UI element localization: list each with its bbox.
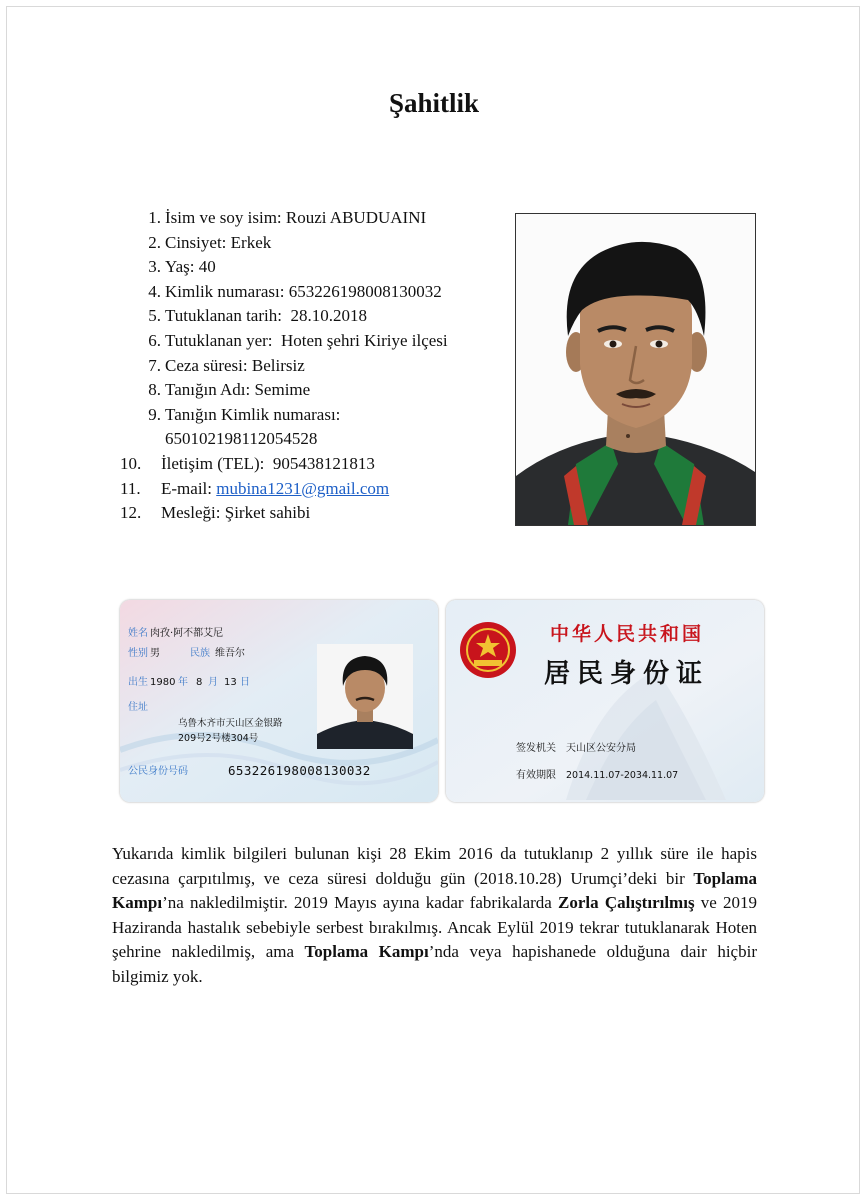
id-card-back <box>446 600 764 802</box>
personal-info-list <box>120 206 448 526</box>
address-line2: 209号2号楼304号 <box>178 733 259 744</box>
list-item <box>124 304 448 329</box>
item-text: Cinsiyet: Erkek <box>165 232 272 252</box>
email-link[interactable]: mubina1231@gmail.com <box>216 478 390 498</box>
id-card-front-graphic <box>120 600 438 802</box>
country-name: 中华人民共和国 <box>550 623 705 645</box>
list-item <box>124 255 448 280</box>
card-portrait <box>317 644 413 749</box>
list-item <box>120 501 448 526</box>
sex-label: 性别 <box>128 648 148 659</box>
item-number: 5. <box>148 306 161 326</box>
item-number: 12. <box>120 503 142 523</box>
id-card-back-graphic <box>446 600 764 802</box>
item-text: İletişim (TEL): 905438121813 <box>161 453 375 473</box>
birth-month: 8 <box>196 677 203 688</box>
item-number: 10. <box>120 453 142 473</box>
national-emblem-icon <box>460 622 516 678</box>
address-label: 住址 <box>128 702 148 713</box>
birth-year: 1980 <box>150 677 176 688</box>
list-item <box>124 403 448 452</box>
id-card-front <box>120 600 438 802</box>
list-item <box>120 452 448 477</box>
item-number: 8. <box>148 380 161 400</box>
name-value: 肉孜·阿不都艾尼 <box>150 628 224 639</box>
item-text: Tanığın Kimlik numarası: <box>165 404 341 424</box>
authority-label: 签发机关 <box>516 743 556 754</box>
id-number-value: 653226198008130032 <box>228 763 371 778</box>
sex-value: 男 <box>150 648 160 659</box>
item-text: Tanığın Adı: Semime <box>165 380 311 400</box>
page-title: Şahitlik <box>388 88 480 118</box>
paragraph-text: ’na nakledilmiştir. 2019 Mayıs ayına kadar fabrikalarda <box>162 893 559 913</box>
item-text: Yaş: 40 <box>165 257 216 277</box>
list-item <box>124 206 448 231</box>
list-item <box>124 378 448 403</box>
testimony-paragraph <box>112 842 757 990</box>
item-number: 1. <box>148 208 161 227</box>
list-item <box>124 231 448 256</box>
witness-id-number: 650102198112054528 <box>165 429 318 449</box>
list-item <box>120 477 448 502</box>
ethnicity-label: 民族 <box>190 648 210 659</box>
item-number: 4. <box>148 281 161 301</box>
paragraph-text: ’nda veya hapishanede olduğuna dair hiçbir bilgimiz yok. <box>112 942 757 986</box>
name-label: 姓名 <box>128 628 148 639</box>
ethnicity-value: 维吾尔 <box>215 648 245 659</box>
list-item <box>124 329 448 354</box>
birth-day: 13 <box>224 677 237 688</box>
item-number: 11. <box>120 478 141 498</box>
birth-month-unit: 月 <box>208 677 218 688</box>
paragraph-bold: Zorla Çalıştırılmış <box>558 893 695 913</box>
list-item <box>124 354 448 379</box>
email-label: E-mail: <box>161 478 217 498</box>
portrait-illustration <box>516 214 755 525</box>
item-text: Mesleği: Şirket sahibi <box>161 503 311 523</box>
item-number: 6. <box>148 330 161 350</box>
paragraph-text: ve 2019 Haziranda hastalık sebebiyle serbest bırakılmış. Ancak Eylül 2019 tekrar tutuklanarak Hoten şehrine nakledilmiş, ama <box>112 893 757 962</box>
item-number: 7. <box>148 355 161 375</box>
item-number: 2. <box>148 232 161 252</box>
authority-value: 天山区公安分局 <box>566 743 636 754</box>
birth-year-unit: 年 <box>178 677 188 688</box>
paragraph-bold: Toplama Kampı <box>304 942 429 962</box>
validity-value: 2014.11.07-2034.11.07 <box>566 770 679 781</box>
list-item <box>124 280 448 305</box>
item-text: Tutuklanan tarih: 28.10.2018 <box>165 306 367 326</box>
item-text: Kimlik numarası: 653226198008130032 <box>165 281 442 301</box>
item-text: Ceza süresi: Belirsiz <box>165 355 305 375</box>
validity-label: 有效期限 <box>516 770 556 781</box>
card-name: 居民身份证 <box>544 659 710 689</box>
item-number: 9. <box>148 404 161 424</box>
item-number: 3. <box>148 257 161 277</box>
item-text: İsim ve soy isim: Rouzi ABUDUAINI <box>165 208 427 227</box>
item-text: Tutuklanan yer: Hoten şehri Kiriye ilçesi <box>165 330 448 350</box>
portrait-photo <box>515 213 756 526</box>
birth-label: 出生 <box>128 677 148 688</box>
paragraph-bold: Toplama Kampı <box>112 868 757 913</box>
address-line1: 乌鲁木齐市天山区金银路 <box>178 718 283 729</box>
id-number-label: 公民身份号码 <box>128 766 188 777</box>
birth-day-unit: 日 <box>240 677 250 688</box>
paragraph-text: Yukarıda kimlik bilgileri bulunan kişi 28 Ekim 2016 da tutuklanıp 2 yıllık süre ile hapis cezasına çarpıtılmış, ve ceza süresi dolduğu gün (2018.10.28) Urumçi’deki bir <box>112 844 757 888</box>
